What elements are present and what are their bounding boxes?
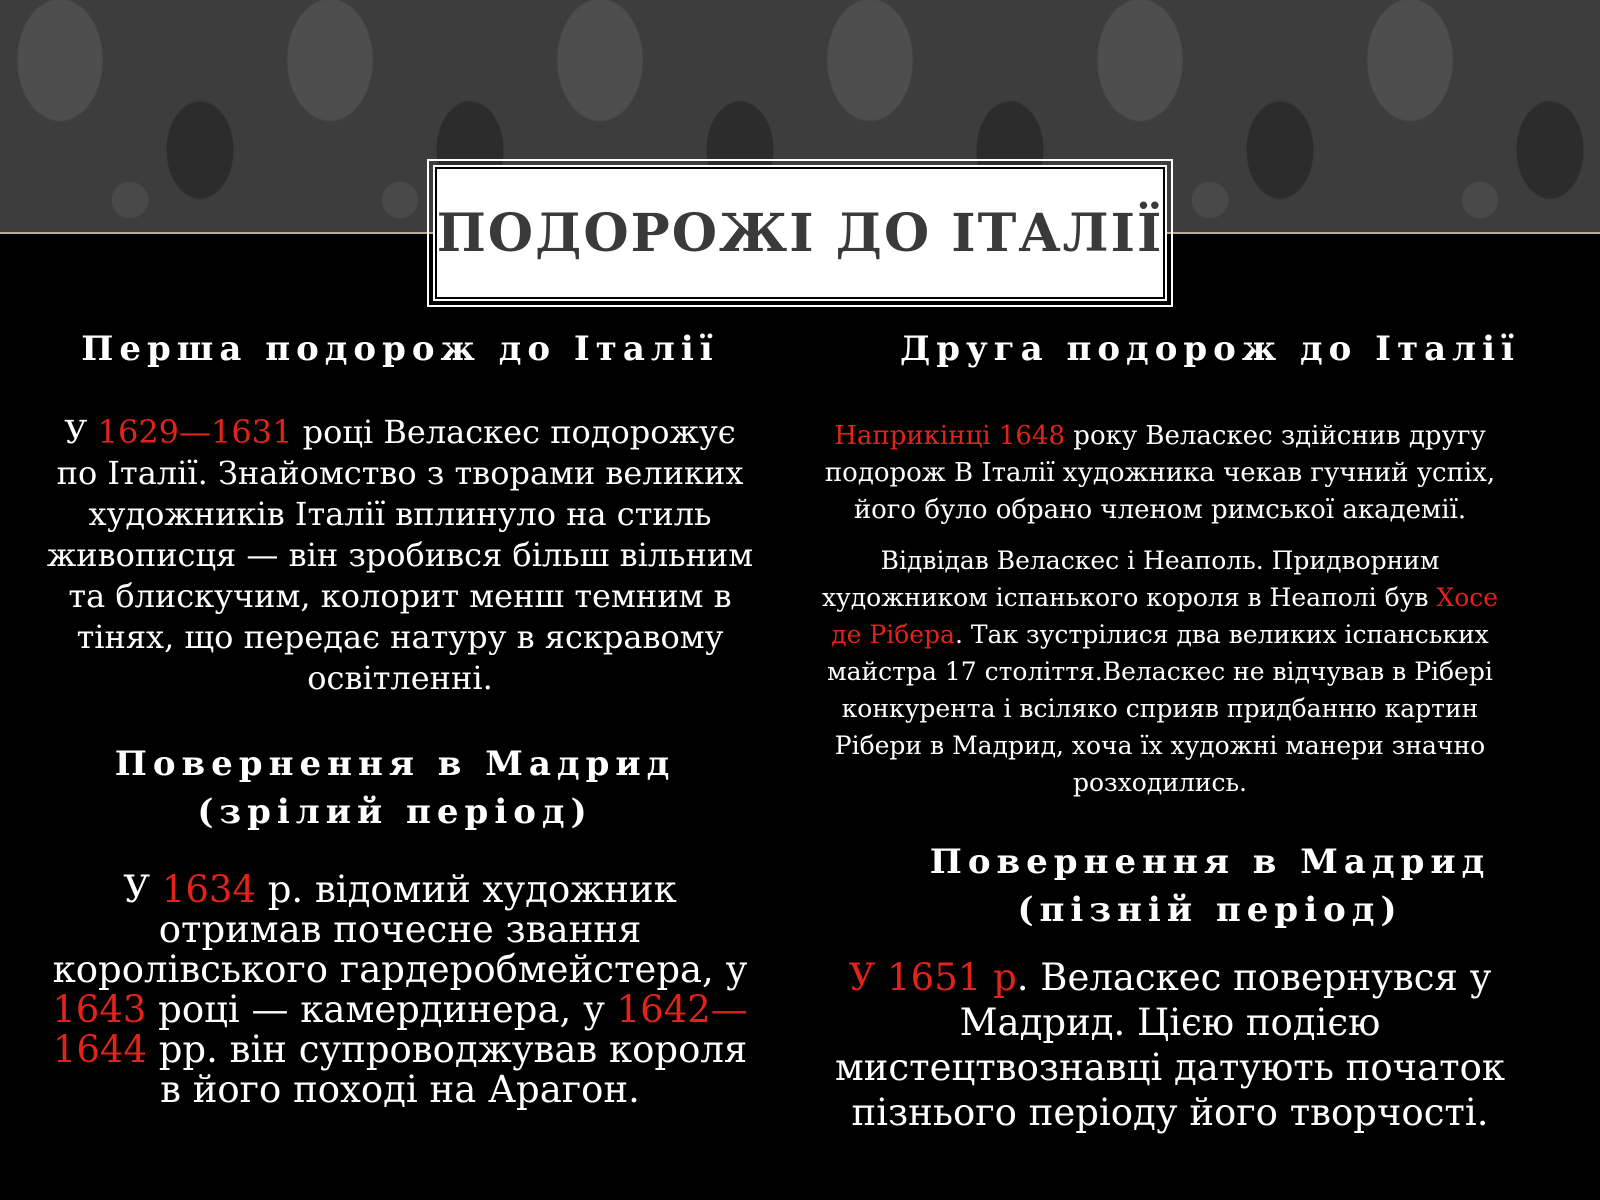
highlight-name: Хосе де Рібера <box>831 583 1499 649</box>
text: рр. він супроводжував короля в його походi на Арагон. <box>146 1028 748 1111</box>
left-paragraph-mature-period <box>50 870 750 1110</box>
text: р. відомий художник отримав почесне звання королівського гардеробмейстера, у <box>52 868 748 991</box>
right-heading-late-period: Повернення в Мадрид (пізній період) <box>929 842 1491 930</box>
text: . Веласкес повернувся у Мадрид. Цією подією мистецтвознавці датують початок пізнього періоду його творчості. <box>834 956 1505 1134</box>
right-paragraph-late-period <box>820 955 1520 1135</box>
text: . Так зустрілися два великих іспанських майстра 17 століття.Веласкес не відчував в Рібері конкурента і всіляко сприяв придбанню картин Рібери в Мадрид, хоча їх художні манери значно розходились. <box>827 620 1493 797</box>
right-heading-second-trip: Друга подорож до Італії <box>900 329 1520 369</box>
highlight-years: 1629—1631 <box>97 413 293 451</box>
highlight-date: Наприкінці 1648 <box>834 421 1066 451</box>
highlight-year: 1643 <box>52 988 147 1031</box>
highlight-year: У 1651 р <box>848 956 1017 999</box>
slide-title: ПОДОРОЖІ ДО ІТАЛІЇ <box>436 202 1164 264</box>
text: У <box>123 868 162 911</box>
text: У <box>64 413 98 451</box>
text: році — камердинера, у <box>146 988 617 1031</box>
highlight-years: 1642—1644 <box>52 988 748 1071</box>
right-paragraph-naples <box>815 542 1505 801</box>
left-heading-first-trip: Перша подорож до Італії <box>81 329 719 369</box>
text: Відвідав Веласкес і Неаполь. Придворним художником іспанького короля в Неаполі був <box>821 546 1440 612</box>
text: року Веласкес здійснив другу подорож В Італії художника чекав гучний успіх, його було обрано членом римської академії. <box>824 421 1496 525</box>
left-paragraph-first-trip <box>45 412 755 699</box>
left-heading-mature-period: Повернення в Мадрид (зрілий період) <box>114 744 676 832</box>
highlight-year: 1634 <box>161 868 256 911</box>
right-paragraph-second-trip <box>805 418 1515 529</box>
text: році Веласкес подорожує по Італії. Знайомство з творами великих художників Італії вплинуло на стиль живописця — він зробився більш вільним та блискучим, колорит менш темним в тінях, що передає натуру в яскравому освітленні. <box>46 413 754 697</box>
slide-title-box <box>433 165 1167 301</box>
